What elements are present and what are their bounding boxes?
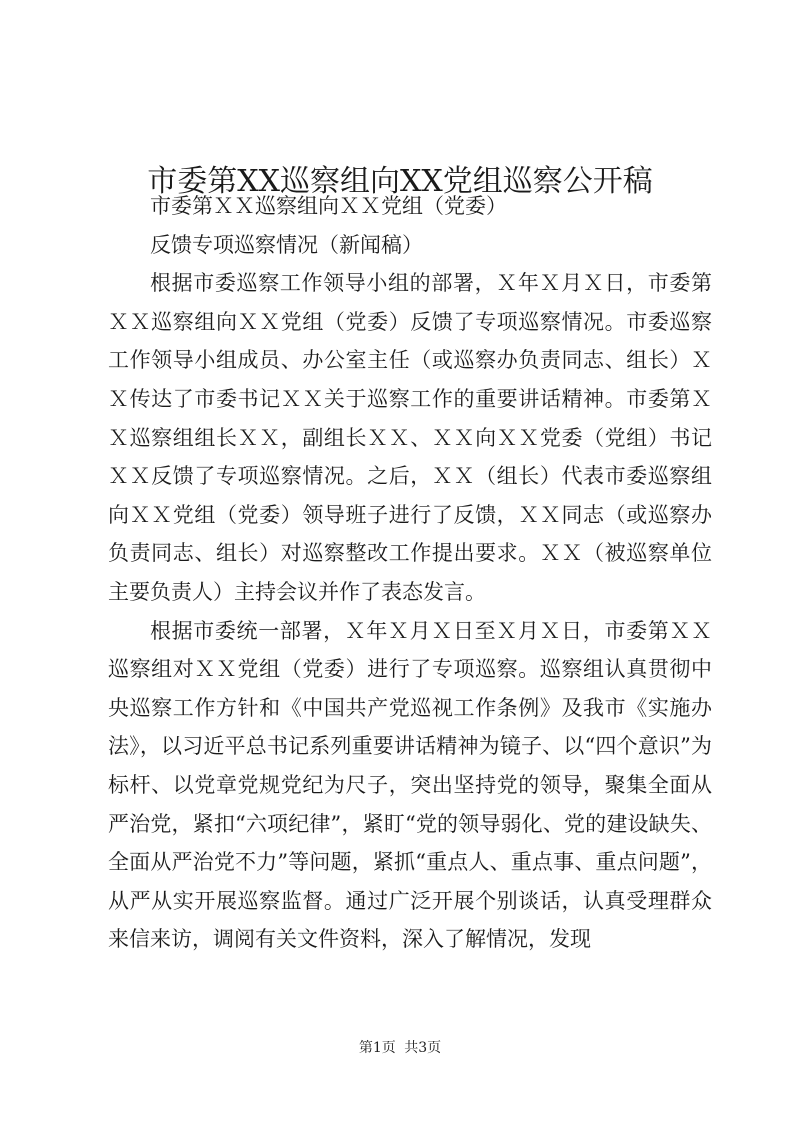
subtitle-line-2: 反馈专项巡察情况（新闻稿） xyxy=(150,232,423,257)
page-number: 第1页 xyxy=(358,1040,396,1056)
page-total: 共3页 xyxy=(404,1040,442,1056)
subtitle-line-1: 市委第ＸＸ巡察组向ＸＸ党组（党委） xyxy=(150,194,507,218)
page-footer xyxy=(0,1038,800,1058)
document-title: 市委第XX巡察组向XX党组巡察公开稿 xyxy=(147,164,653,200)
document-body xyxy=(108,187,712,959)
body-paragraph-1: 根据市委巡察工作领导小组的部署，Ｘ年Ｘ月Ｘ日，市委第ＸＸ巡察组向ＸＸ党组（党委）反馈了专项巡察情况。市委巡察工作领导小组成员、办公室主任（或巡察办负责同志、组长）ＸＸ传达了市委书记ＸＸ关于巡察工作的重要讲话精神。市委第ＸＸ巡察组组长ＸＸ，副组长ＸＸ、ＸＸ向ＸＸ党委（党组）书记ＸＸ反馈了专项巡察情况。之后，ＸＸ（组长）代表市委巡察组向ＸＸ党组（党委）领导班子进行了反馈，ＸＸ同志（或巡察办负责同志、组长）对巡察整改工作提出要求。ＸＸ（被巡察单位主要负责人）主持会议并作了表态发言。 xyxy=(108,271,712,604)
body-paragraph-2: 根据市委统一部署，Ｘ年Ｘ月Ｘ日至Ｘ月Ｘ日，市委第ＸＸ巡察组对ＸＸ党组（党委）进行了专项巡察。巡察组认真贯彻中央巡察工作方针和《中国共产党巡视工作条例》及我市《实施办法》，以习近平总书记系列重要讲话精神为镜子、以“四个意识”为标杆、以党章党规党纪为尺子，突出坚持党的领导，聚集全面从严治党，紧扣“六项纪律”，紧盯“党的领导弱化、党的建设缺失、全面从严治党不力”等问题，紧抓“重点人、重点事、重点问题”，从严从实开展巡察监督。通过广泛开展个别谈话，认真受理群众来信来访，调阅有关文件资料，深入了解情况，发现 xyxy=(108,618,712,952)
